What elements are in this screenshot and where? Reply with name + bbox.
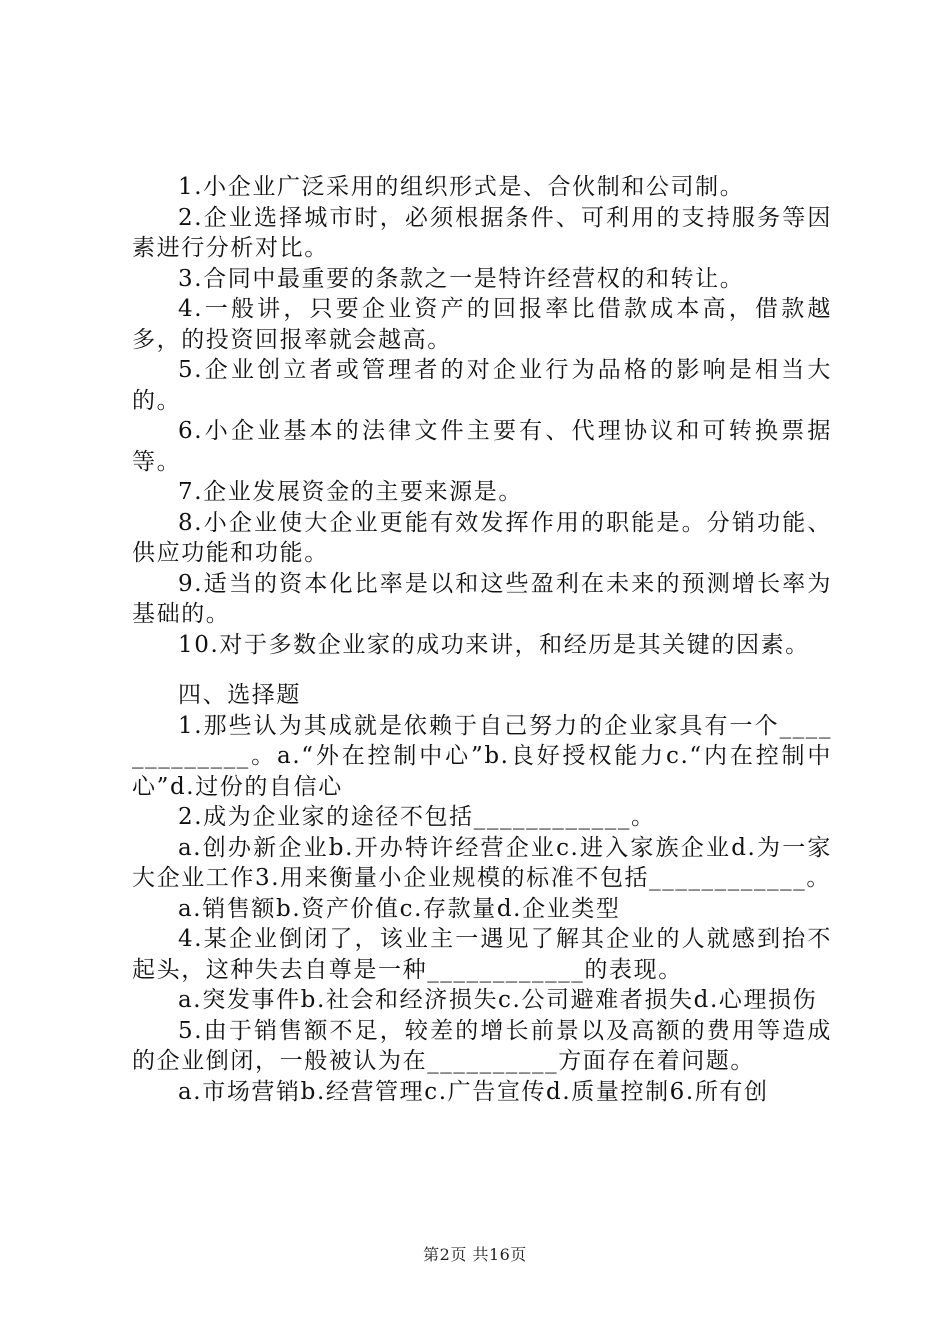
fill-blank-item-1: 1.小企业广泛采用的组织形式是、合伙制和公司制。 [178, 174, 745, 200]
fill-in-blank-section [132, 172, 832, 660]
choice-section [132, 711, 832, 1108]
page-footer: 第2页 共16页 [423, 1245, 527, 1264]
fill-blank-item-6: 6.小企业基本的法律文件主要有、代理协议和可转换票据等。 [132, 418, 832, 475]
choice-options-3: a.销售额b.资产价值c.存款量d.企业类型 [178, 895, 621, 922]
section-heading: 四、选择题 [178, 682, 301, 708]
choice-question-5: 5.由于销售额不足，较差的增长前景以及高额的费用等造成的企业倒闭，一般被认为在__________方面存在着问题。 [132, 1017, 832, 1074]
fill-blank-item-7: 7.企业发展资金的主要来源是。 [178, 479, 523, 505]
fill-blank-item-3: 3.合同中最重要的条款之一是特许经营权的和转让。 [178, 265, 745, 292]
fill-blank-item-8: 8.小企业使大企业更能有效发挥作用的职能是。分销功能、供应功能和功能。 [132, 509, 832, 566]
document-body [132, 172, 832, 1107]
choice-options-2: a.创办新企业b.开办特许经营企业c.进入家族企业d.为一家大企业工作3.用来衡量小企业规模的标准不包括____________。 [132, 834, 832, 891]
fill-blank-item-2: 2.企业选择城市时，必须根据条件、可利用的支持服务等因素进行分析对比。 [132, 204, 832, 261]
fill-blank-item-5: 5.企业创立者或管理者的对企业行为品格的影响是相当大的。 [132, 357, 832, 414]
choice-options-5: a.市场营销b.经营管理c.广告宣传d.质量控制6.所有创 [178, 1078, 769, 1105]
choice-question-1: 1.那些认为其成就是依赖于自己努力的企业家具有一个_____________。a.“外在控制中心”b.良好授权能力c.“内在控制中心”d.过份的自信心 [132, 712, 832, 800]
fill-blank-item-4: 4.一般讲，只要企业资产的回报率比借款成本高，借款越多，的投资回报率就会越高。 [132, 296, 832, 353]
section-spacer [132, 660, 832, 680]
fill-blank-item-9: 9.适当的资本化比率是以和这些盈利在未来的预测增长率为基础的。 [132, 570, 832, 627]
choice-question-2: 2.成为企业家的途径不包括____________。 [178, 804, 656, 830]
choice-options-4: a.突发事件b.社会和经济损失c.公司避难者损失d.心理损伤 [178, 987, 818, 1013]
choice-question-4: 4.某企业倒闭了，该业主一遇见了解其企业的人就感到抬不起头，这种失去自尊是一种____________的表现。 [132, 926, 832, 983]
fill-blank-item-10: 10.对于多数企业家的成功来讲，和经历是其关键的因素。 [178, 631, 810, 658]
